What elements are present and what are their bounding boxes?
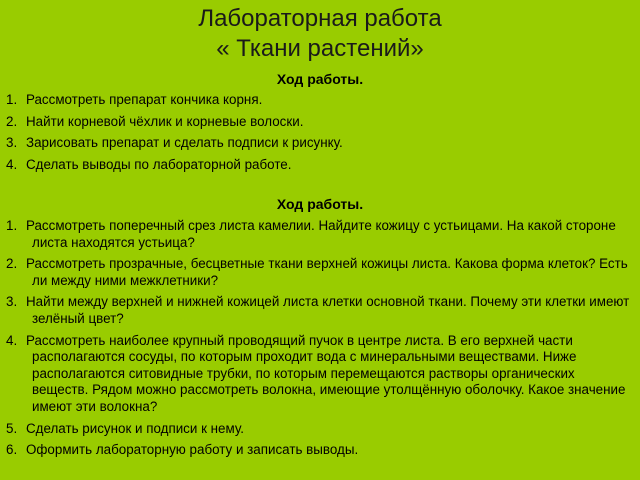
section-2-steps <box>6 218 632 464</box>
item-number: 3. <box>6 135 18 151</box>
title-line-2: « Ткани растений» <box>216 35 424 62</box>
list-item <box>6 294 632 327</box>
list-item <box>6 333 632 416</box>
item-text: Рассмотреть поперечный срез листа камелии. Найдите кожицу с устьицами. На какой стороне листа находятся устьица? <box>26 218 616 250</box>
item-number: 4. <box>6 332 18 348</box>
section-1-heading: Ход работы. <box>276 71 364 87</box>
page-title <box>0 4 640 64</box>
item-text: Рассмотреть наиболее крупный проводящий пучок в центре листа. В его верхней части располагаются сосуды, по которым проходит вода с минеральными веществами. Ниже располагаются ситовидные трубки, по которым перемещаются растворы органических веществ. Рядом можно рассмотреть волокна, имеющие утолщённую оболочку. Какое значение имеют эти волокна? <box>26 332 626 414</box>
item-text: Оформить лабораторную работу и записать выводы. <box>26 442 359 458</box>
list-item <box>6 442 632 459</box>
list-item <box>6 157 632 174</box>
item-number: 3. <box>6 294 18 310</box>
item-text: Сделать выводы по лабораторной работе. <box>26 156 292 172</box>
list-item <box>6 135 632 152</box>
item-text: Рассмотреть препарат кончика корня. <box>26 92 263 107</box>
item-number: 6. <box>6 442 18 458</box>
list-item <box>6 218 632 251</box>
item-number: 1. <box>6 92 18 107</box>
item-text: Сделать рисунок и подписи к нему. <box>26 420 244 436</box>
section-2-heading: Ход работы. <box>276 196 364 212</box>
item-text: Найти корневой чёхлик и корневые волоски. <box>26 113 304 129</box>
list-item <box>6 114 632 131</box>
list-item <box>6 256 632 289</box>
section-1-steps <box>6 92 632 178</box>
item-number: 5. <box>6 420 18 436</box>
item-number: 2. <box>6 113 18 129</box>
item-number: 4. <box>6 156 18 172</box>
title-line-1: Лабораторная работа <box>198 5 442 32</box>
item-text: Зарисовать препарат и сделать подписи к рисунку. <box>26 135 343 151</box>
list-item <box>6 421 632 438</box>
list-item <box>6 92 632 109</box>
item-text: Найти между верхней и нижней кожицей листа клетки основной ткани. Почему эти клетки имеют зелёный цвет? <box>26 294 630 326</box>
item-number: 1. <box>6 218 18 233</box>
item-text: Рассмотреть прозрачные, бесцветные ткани верхней кожицы листа. Какова форма клеток? Есть ли между ними межклетники? <box>26 256 628 288</box>
item-number: 2. <box>6 256 18 272</box>
